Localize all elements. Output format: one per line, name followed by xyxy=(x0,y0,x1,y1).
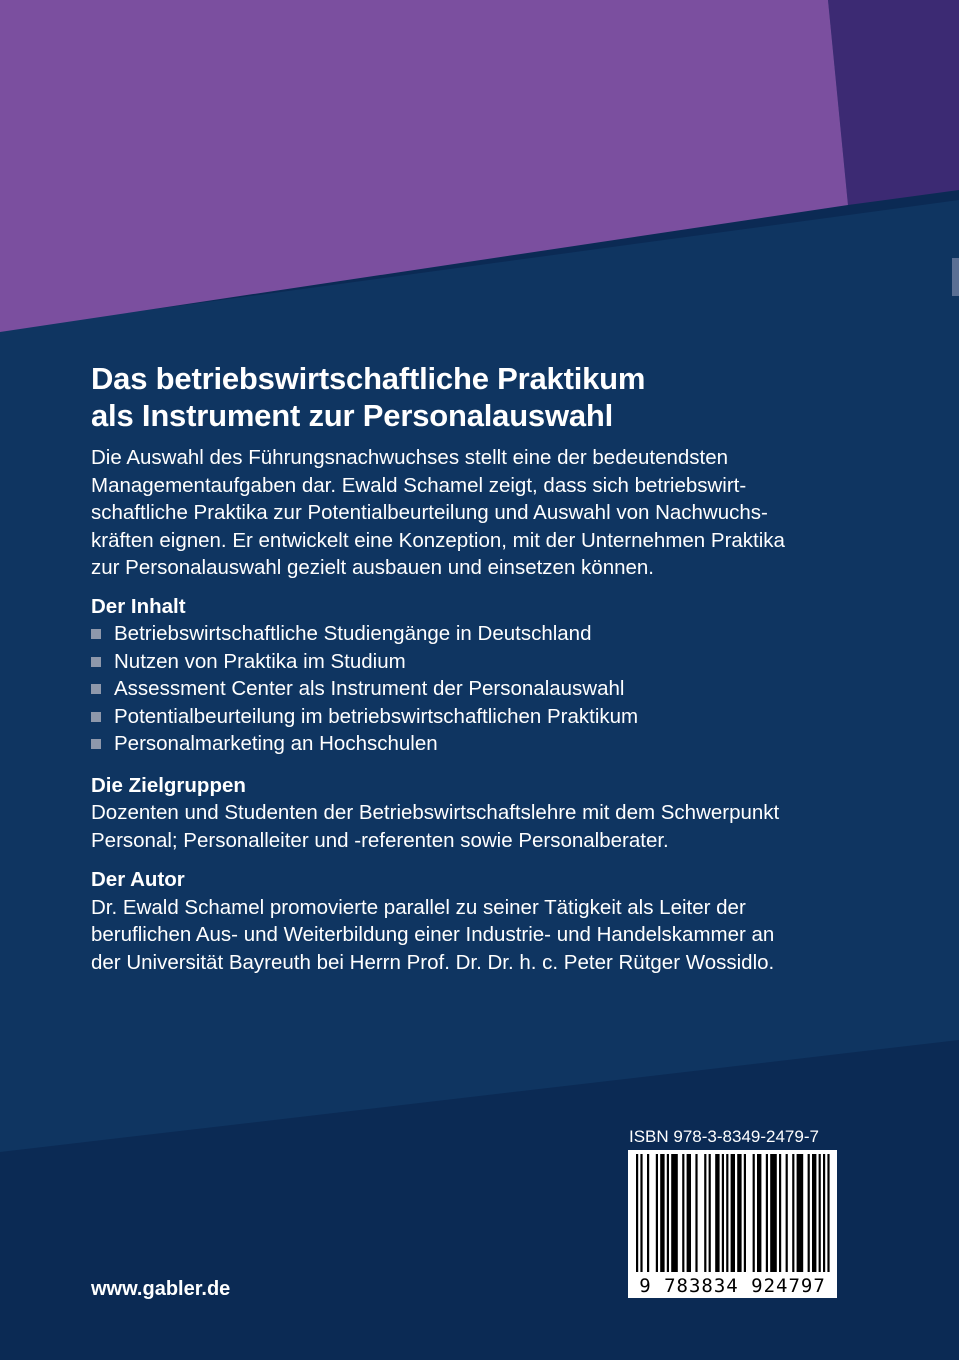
square-bullet-icon xyxy=(91,657,101,667)
barcode-bar xyxy=(704,1154,706,1272)
barcode-bar xyxy=(737,1154,741,1272)
isbn-label: ISBN 978-3-8349-2479-7 xyxy=(629,1127,819,1146)
barcode-digits: 9 783834 924797 xyxy=(639,1275,826,1297)
barcode-bar xyxy=(753,1154,755,1272)
edge-mark xyxy=(952,258,959,296)
autor-line: der Universität Bayreuth bei Herrn Prof. Dr. Dr. h. c. Peter Rütger Wossidlo. xyxy=(91,950,775,974)
barcode-bar xyxy=(660,1154,664,1272)
barcode-bar xyxy=(722,1154,724,1272)
intro-paragraph xyxy=(91,444,851,582)
back-cover-text xyxy=(91,360,851,976)
section-inhalt xyxy=(91,593,851,758)
square-bullet-icon xyxy=(91,712,101,722)
barcode-bar xyxy=(640,1154,642,1272)
zielgruppen-heading: Die Zielgruppen xyxy=(91,773,246,797)
barcode-bar xyxy=(786,1154,788,1272)
list-item-text: Assessment Center als Instrument der Personalauswahl xyxy=(114,677,625,700)
barcode-bar xyxy=(792,1154,794,1272)
zielgruppen-line: Dozenten und Studenten der Betriebswirtschaftslehre mit dem Schwerpunkt xyxy=(91,801,780,824)
barcode-bar xyxy=(687,1154,691,1272)
barcode xyxy=(628,1150,837,1298)
barcode-bar xyxy=(656,1154,658,1272)
section-zielgruppen xyxy=(91,772,851,855)
barcode-bar xyxy=(827,1154,829,1272)
barcode-bar xyxy=(808,1154,810,1272)
inhalt-heading: Der Inhalt xyxy=(91,594,186,618)
autor-text xyxy=(91,894,851,977)
square-bullet-icon xyxy=(91,739,101,749)
dark-purple-corner xyxy=(828,0,959,205)
list-item xyxy=(91,730,851,758)
list-item-text: Potentialbeurteilung im betriebswirtschaftlichen Praktikum xyxy=(114,704,639,728)
zielgruppen-line: Personal; Personalleiter und -referenten sowie Personalberater. xyxy=(91,828,669,852)
title-line-1: Das betriebswirtschaftliche Praktikum xyxy=(91,361,646,396)
autor-heading: Der Autor xyxy=(91,868,185,891)
barcode-bar xyxy=(819,1154,821,1272)
book-title xyxy=(91,360,851,434)
barcode-bar xyxy=(779,1154,781,1272)
barcode-bar xyxy=(812,1154,816,1272)
barcode-bar xyxy=(709,1154,711,1272)
square-bullet-icon xyxy=(91,629,101,639)
intro-line: schaftliche Praktika zur Potentialbeurteilung und Auswahl von Nachwuchs- xyxy=(91,501,768,524)
barcode-bar xyxy=(636,1154,638,1272)
list-item-text: Personalmarketing an Hochschulen xyxy=(114,732,438,755)
barcode-bar xyxy=(715,1154,719,1272)
intro-line: Managementaufgaben dar. Ewald Schamel zeigt, dass sich betriebswirt- xyxy=(91,473,747,497)
intro-line: Die Auswahl des Führungsnachwuchses stellt eine der bedeutendsten xyxy=(91,446,729,469)
section-autor xyxy=(91,866,851,976)
barcode-bar xyxy=(731,1154,735,1272)
publisher-url: www.gabler.de xyxy=(91,1278,231,1300)
barcode-bar xyxy=(757,1154,761,1272)
barcode-bar xyxy=(647,1154,649,1272)
zielgruppen-text xyxy=(91,799,851,854)
barcode-bar xyxy=(744,1154,746,1272)
intro-line: zur Personalauswahl gezielt ausbauen und einsetzen können. xyxy=(91,556,654,579)
intro-line: kräften eignen. Er entwickelt eine Konzeption, mit der Unternehmen Praktika xyxy=(91,528,785,552)
barcode-bar xyxy=(823,1154,825,1272)
barcode-bar xyxy=(667,1154,669,1272)
list-item-text: Betriebswirtschaftliche Studiengänge in Deutschland xyxy=(114,622,592,645)
barcode-bar xyxy=(766,1154,768,1272)
inhalt-list xyxy=(91,620,851,758)
barcode-bar xyxy=(695,1154,697,1272)
list-item xyxy=(91,675,851,703)
autor-line: Dr. Ewald Schamel promovierte parallel zu seiner Tätigkeit als Leiter der xyxy=(91,895,746,919)
barcode-bar xyxy=(797,1154,804,1272)
barcode-bar xyxy=(682,1154,684,1272)
barcode-bar xyxy=(770,1154,777,1272)
barcode-bar xyxy=(671,1154,678,1272)
list-item xyxy=(91,648,851,676)
autor-line: beruflichen Aus- und Weiterbildung einer Industrie- und Handelskammer an xyxy=(91,923,775,946)
list-item xyxy=(91,620,851,648)
barcode-bar xyxy=(726,1154,728,1272)
square-bullet-icon xyxy=(91,684,101,694)
title-line-2: als Instrument zur Personalauswahl xyxy=(91,398,614,433)
list-item-text: Nutzen von Praktika im Studium xyxy=(114,649,406,673)
list-item xyxy=(91,703,851,731)
